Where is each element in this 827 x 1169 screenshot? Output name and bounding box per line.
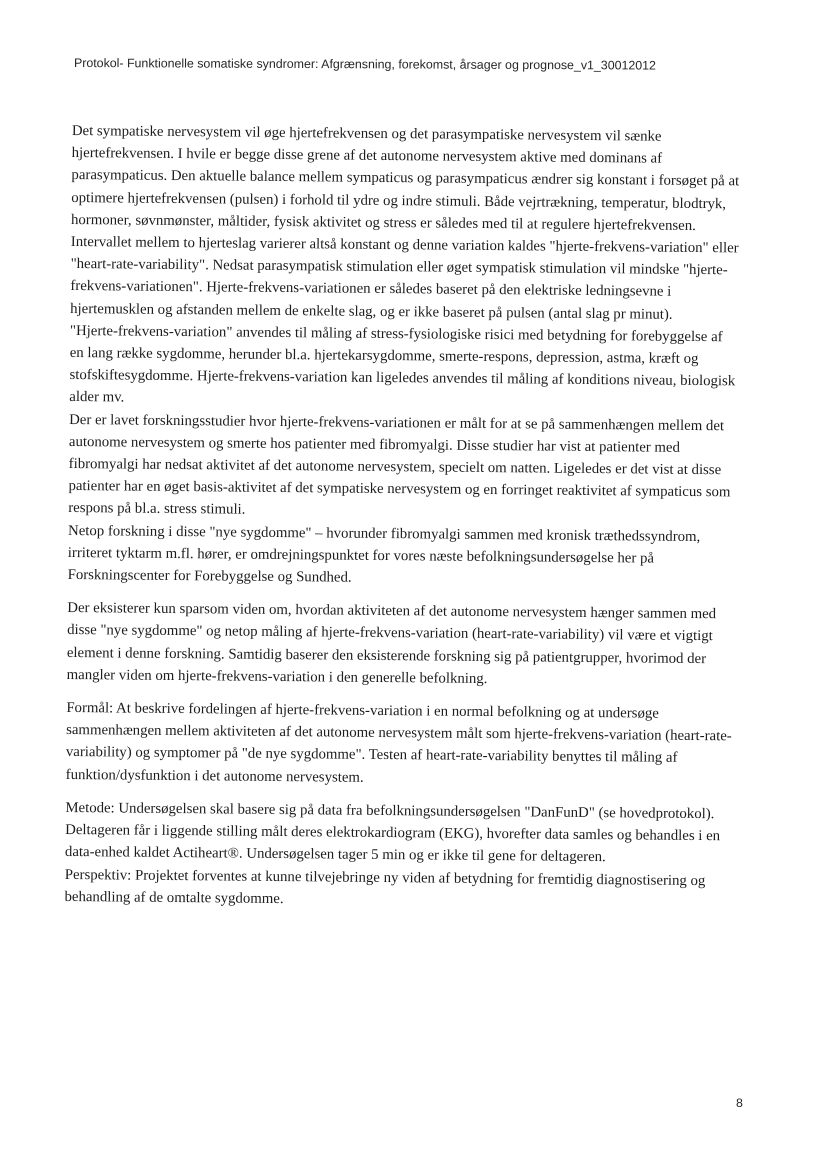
paragraph-perspective: Perspektiv: Projektet forventes at kunne tilvejebringe ny viden af betydning for fremtidig diagnostisering og behandling af de omtalte sygdomme. [64,866,706,907]
page-header: Protokol- Funktionelle somatiske syndromer: Afgrænsning, forekomst, årsager og prognose_v1_30012012 [73,56,656,73]
paragraph-autonomic-balance: Det sympatiske nervesystem vil øge hjertefrekvensen og det parasympatiske nervesystem vil sænke hjertefrekvensen. I hvile er begge disse grene af det autonome nervesystem aktive med dominans af parasympaticus. Den aktuelle balance mellem sympaticus og parasympaticus ændrer sig konstant i forsøget på at optimere hjertefrekvensen (pulsen) i forhold til ydre og indre stimuli. Både vejrtrækning, temperatur, blodtryk, hormoner, søvnmønster, måltider, fysisk aktivitet og stress er således med til at regulere hjertefrekvensen. [70,122,740,234]
paragraph-method: Metode: Undersøgelsen skal basere sig på data fra befolkningsundersøgelsen "DanFunD" (se hovedprotokol). Deltageren får i liggende stilling målt deres elektrokardiogram (EKG), hvorefter data samles og behandles i en data-enhed kaldet Actiheart®. Undersøgelsen tager 5 min og er ikke til gene for deltageren. [64,799,721,866]
paragraph-fibromyalgia-studies: Der er lavet forskningsstudier hvor hjerte-frekvens-variationen er målt for at se på sammenhængen mellem det autonome nervesystem og smerte hos patienter med fibromyalgi. Disse studier har vist at patienter med fibromyalgi har nedsat aktivitet af det autonome nervesystem, specielt om natten. Ligeledes er det vist at disse patienter har en øget basis-aktivitet af det sympatiske nervesystem og en forringet reaktivitet af sympaticus som respons på bl.a. stress stimuli. [68,411,731,519]
paragraph-purpose: Formål: At beskrive fordelingen af hjerte-frekvens-variation i en normal befolkning og at undersøge sammenhængen mellem aktiviteten af det autonome nervesystem målt som hjerte-frekvens-variation (heart-rate-variability) og symptomer på "de nye sygdomme". Testen af heart-rate-variability benyttes til måling af funktion/dysfunktion i det autonome nervesystem. [65,700,732,786]
page-number: 8 [736,1096,743,1110]
paragraph-hrv-definition: Intervallet mellem to hjerteslag varierer altså konstant og denne variation kaldes "hjerte-frekvens-variation" eller "heart-rate-variability". Nedsat parasympatisk stimulation eller øget sympatisk stimulation vil mindske "hjerte-frekvens-variationen". Hjerte-frekvens-variationen er således baseret på den elektriske ledningsevne i hjertemusklen og afstanden mellem de enkelte slag, og er ikke baseret på pulsen (antal slag pr minut). [70,234,739,323]
paragraph-knowledge-gap: Der eksisterer kun sparsom viden om, hvordan aktiviteten af det autonome nervesystem hænger sammen med disse "nye sygdomme" og netop måling af hjerte-frekvens-variation (heart-rate-variability) vil være et vigtigt element i denne forskning. Samtidig baserer den eksisterende forskning sig på patientgrupper, hvorimod der mangler viden om hjerte-frekvens-variation i den generelle befolkning. [66,600,717,687]
document-body [64,120,740,914]
paragraph-new-diseases: Netop forskning i disse "nye sygdomme" – hvorunder fibromyalgi sammen med kronisk træthedssyndrom, irriteret tyktarm m.fl. hører, er omdrejningspunktet for vores næste befolkningsundersøgelse her på Forskningscenter for Forebyggelse og Sundhed. [67,522,701,586]
paragraph-hrv-uses: "Hjerte-frekvens-variation" anvendes til måling af stress-fysiologiske risici med betydning for forebyggelse af en lang række sygdomme, herunder bl.a. hjertekarsygdomme, smerte-respons, depression, astma, kræft og stofskiftesygdomme. Hjerte-frekvens-variation kan ligeledes anvendes til måling af konditions niveau, biologisk alder mv. [69,322,736,406]
